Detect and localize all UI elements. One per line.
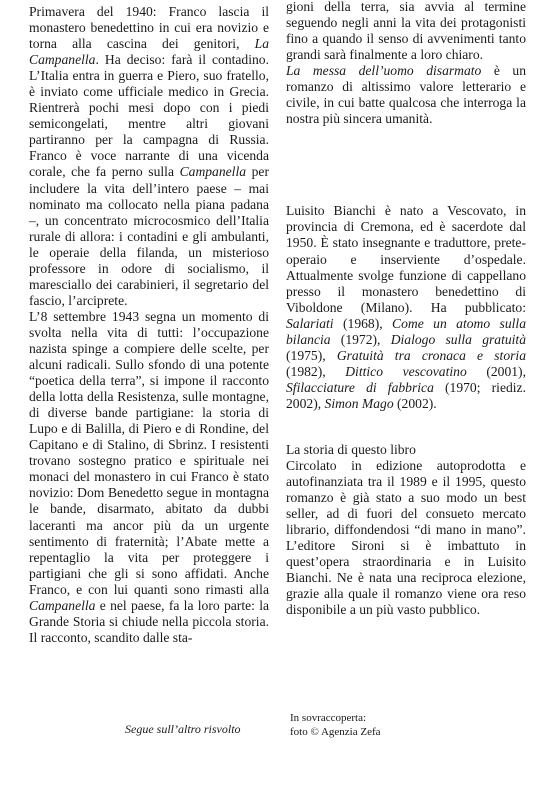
synopsis-continuation: gioni della terra, sia avvia al termine seguendo negli anni la vita dei protagonisti fino a quando il senso di avvenimenti tanto grandi sarà finalmente a loro chiaro. [286,0,526,63]
history-title: La storia di questo libro [286,441,416,457]
right-column [286,0,526,619]
author-bio: Luisito Bianchi è nato a Vescovato, in provincia di Cremona, ed è sacerdote dal 1950. È stato insegnante e traduttore, prete-operaio e inserviente d’ospedale. Attualmente svolge funzione di cappellano presso il monastero benedettino di Viboldone (Milano). Ha pubblicato: Salariati (1968), Come un atomo sulla bilancia (1972), Dialogo sulla gratuità (1975), Gratuità tra cronaca e storia (1982), Dittico vescovatino (2001), Sfilacciature di fabbrica (1970; riediz. 2002), Simon Mago (2002). [286,203,526,411]
synopsis-closing: La messa dell’uomo disarmato è un romanzo di altissimo valore letterario e civile, in cui batte qualcosa che interroga la nostra più sincera umanità. [286,63,526,127]
continued-note: Segue sull’altro risvolto [125,722,241,736]
synopsis-paragraph-2: L’8 settembre 1943 segna un momento di svolta nella vita di tutti: l’occupazione nazista spinge a compiere delle scelte, per alcuni radicali. Sullo sfondo di una potente “poetica della terra”, si impone il racconto della lotta della Resistenza, sulle montagne, di diverse bande partigiane: la storia di Lupo e di Balilla, di Piero e di Rondine, del Capitano e di Stalino, di Sbrinz. I resistenti trovano sostegno pratico e spirituale nei monaci del monastero in cui Franco è stato novizio: Dom Benedetto segue in montagna le bande, disarmato, abitato da dubbi laceranti ma ancor più da un urgente sentimento di fraternità; l’Abate mette a repentaglio la vita per proteggere i partigiani che gli si sono affidati. Anche Franco, e con lui quanti sono rimasti alla Campanella e nel paese, fa la loro parte: la Grande Storia si chiude nella piccola storia. Il racconto, scandito dalle sta- [29,308,269,645]
left-column [29,4,269,646]
history-text: Circolato in edizione autoprodotta e autofinanziata tra il 1989 e il 1995, questo romanzo è già stato a suo modo un best seller, ad di fuori del consueto mercato librario, diffondendosi “di mano in mano”. L’editore Sironi si è imbattuto in quest’opera straordinaria e in Luisito Bianchi. Ne è nata una reciproca elezione, grazie alla quale il romanzo viene ora reso disponibile a un più vasto pubblico. [286,458,526,618]
credit-line-2: foto © Agenzia Zefa [290,726,381,738]
cover-credit [290,711,510,739]
synopsis-paragraph-1: Primavera del 1940: Franco lascia il monastero benedettino in cui era novizio e torna alla cascina dei genitori, La Campanella. Ha deciso: farà il contadino. L’Italia entra in guerra e Piero, suo fratello, è inviato come ufficiale medico in Grecia. Rientrerà pochi mesi dopo con i piedi semicongelati, mentre altri giovani partiranno per la campagna di Russia. Franco è voce narrante di una vicenda corale, che fa perno sulla Campanella per includere la vita dell’intero paese – mai nominato ma collocato nella piana padana –, un concentrato microcosmico dell’Italia rurale di allora: i contadini e gli ambulanti, le operaie della filanda, un misterioso professore in odore di socialismo, il maresciallo dei carabinieri, il segretario del fascio, l’arciprete. [29,4,269,308]
credit-line-1: In sovraccoperta: [290,712,367,724]
